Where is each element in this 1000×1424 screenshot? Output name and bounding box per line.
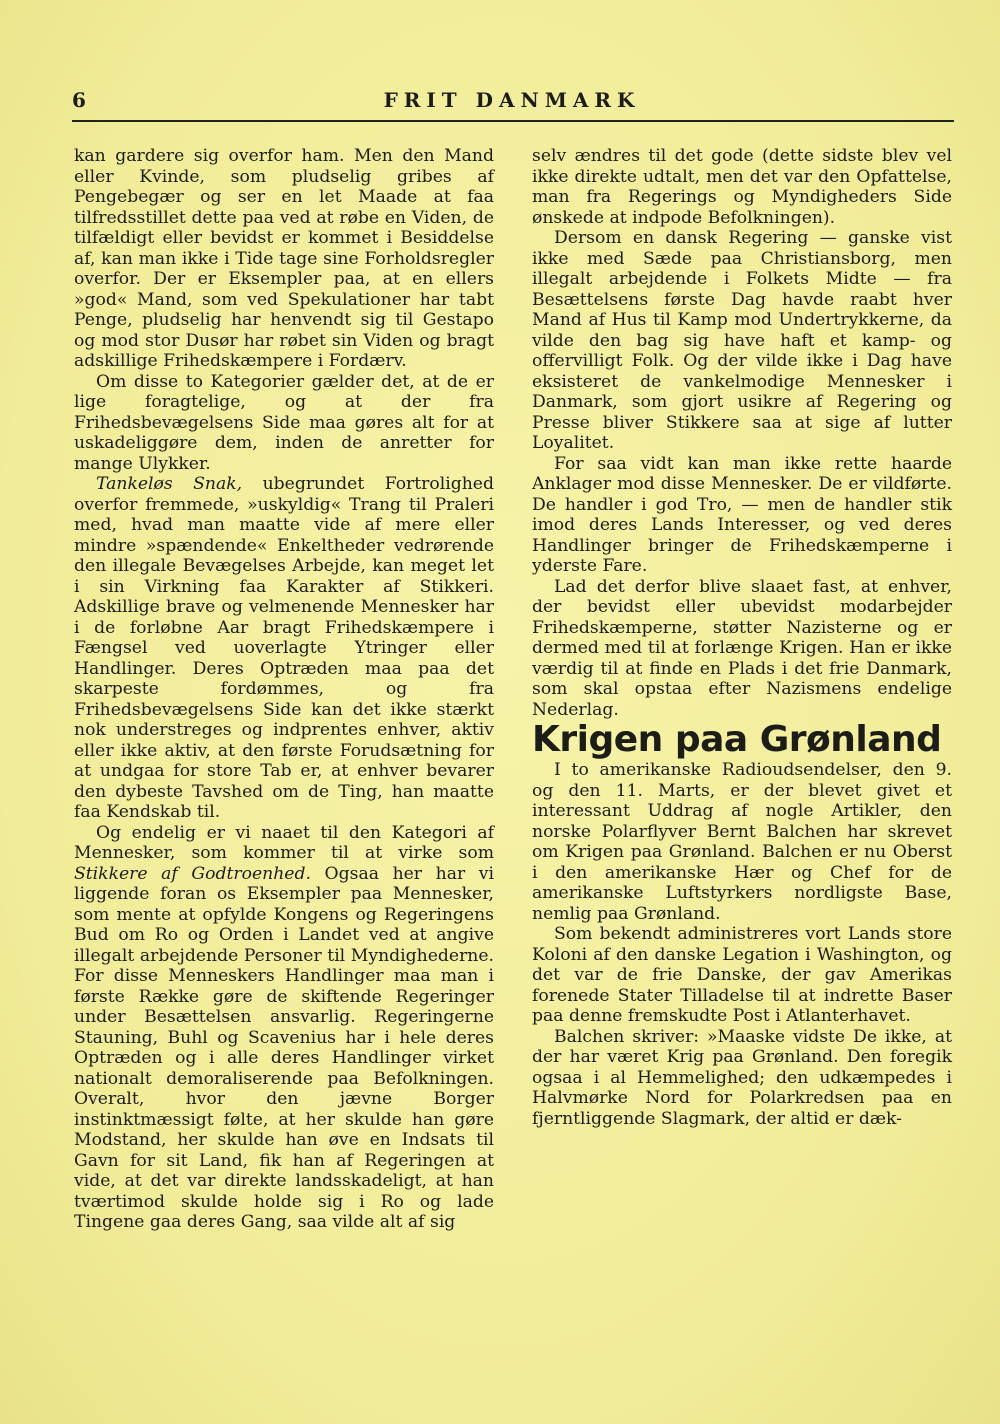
italic-phrase: Stikkere af Godtroenhed. bbox=[74, 863, 311, 884]
article-title: Krigen paa Grønland bbox=[532, 719, 942, 760]
paragraph: Dersom en dansk Regering — ganske vist ikke med Sæde paa Christiansborg, men illegalt arbejdende i Folkets Midte — fra Besættelsens første Dag havde raabt hver Mand af Hus til Kamp mod Undertrykkerne, da vilde den bag sig have haft et kamp- og offervilligt Folk. Og der vilde ikke i Dag have eksisteret de vankelmodige Mennesker i Danmark, som gjort usikre af Regering og Presse bliver Stikkere saa at sige af lutter Loyalitet. bbox=[532, 228, 952, 453]
paragraph: I to amerikanske Radioudsendelser, den 9. og den 11. Marts, er der blevet givet et interessant Uddrag af nogle Artikler, den norske Polarflyver Bernt Balchen har skrevet om Krigen paa Grønland. Balchen er nu Oberst i den amerikanske Hær og Chef for de amerikanske Luftstyrkers nordligste Base, nemlig paa Grønland. bbox=[532, 760, 952, 924]
masthead-title: FRIT DANMARK bbox=[383, 88, 641, 112]
paragraph: selv ændres til det gode (dette sidste blev vel ikke direkte udtalt, men det var den Opfattelse, man fra Regerings og Myndigheders Side ønskede at indpode Befolkningen). bbox=[532, 146, 952, 228]
page-header bbox=[72, 88, 952, 118]
paragraph-text: Ogsaa her har vi liggende foran os Eksempler paa Mennesker, som mente at opfylde Kongens og Regeringens Bud om Ro og Orden i Landet ved at angive illegalt arbejdende Personer til Myndighederne. For disse Menneskers Handlinger maa man i første Række gøre de skiftende Regeringer under Besættelsen ansvarlig. Regeringerne Stauning, Buhl og Scavenius har i hele deres Optræden og i alle deres Handlinger virket nationalt demoraliserende paa Befolkningen. Overalt, hvor den jævne Borger instinktmæssigt følte, at her skulde han gøre Modstand, her skulde han øve en Indsats til Gavn for sit Land, fik han af Regeringen at vide, at det var direkte landsskadeligt, at han tværtimod skulde holde sig i Ro og lade Tingene gaa deres Gang, saa vilde alt af sig bbox=[74, 863, 494, 1232]
paragraph: Som bekendt administreres vort Lands store Koloni af den danske Legation i Washington, og det var de frie Danske, der gav Amerikas forenede Stater Tilladelse til at indrette Baser paa denne fremskudte Post i Atlanterhavet. bbox=[532, 924, 952, 1026]
paragraph: Lad det derfor blive slaaet fast, at enhver, der bevidst eller ubevidst modarbejder Frihedskæmperne, støtter Nazisterne og er dermed med til at forlænge Krigen. Han er ikke værdig til at finde en Plads i det frie Danmark, som skal opstaa efter Nazismens endelige Nederlag. bbox=[532, 576, 952, 720]
paragraph: kan gardere sig overfor ham. Men den Mand eller Kvinde, som pludselig gribes af Pengebegær og ser en let Maade at faa tilfredsstillet dette paa ved at røbe en Viden, de tilfældigt eller bevidst er kommet i Besiddelse af, kan man ikke i Tide tage sine Forholdsregler overfor. Der er Eksempler paa, at en ellers »god« Mand, som ved Spekulationer har tabt Penge, pludselig har henvendt sig til Gestapo og mod stor Dusør har røbet sin Viden og bragt adskillige Frihedskæmpere i Fordærv. bbox=[74, 146, 494, 371]
paragraph: Om disse to Kategorier gælder det, at de er lige foragtelige, og at der fra Frihedsbevægelsens Side maa gøres alt for at uskadeliggøre dem, inden de anretter for mange Ulykker. bbox=[74, 371, 494, 474]
paragraph-text: Og endelig er vi naaet til den Kategori af Mennesker, som kommer til at virke som bbox=[74, 822, 494, 863]
paragraph bbox=[74, 823, 494, 1233]
page-number: 6 bbox=[72, 88, 86, 112]
italic-lead: Tankeløs Snak, bbox=[96, 474, 243, 494]
paragraph: For saa vidt kan man ikke rette haarde Anklager mod disse Mennesker. De er vildførte. De handler i god Tro, — men de handler stik imod deres Lands Interesser, og ved deres Handlinger bringer de Frihedskæmperne i yderste Fare. bbox=[532, 453, 952, 576]
left-column bbox=[74, 146, 494, 1233]
paragraph-text: ubegrundet Fortrolighed overfor fremmede, »uskyldig« Trang til Praleri med, hvad man maatte vide af mere eller mindre »spændende« Enkeltheder vedrørende den illegale Bevægelses Arbejde, kan meget let i sin Virkning faa Karakter af Stikkeri. Adskillige brave og velmenende Mennesker har i de forløbne Aar bragt Frihedskæmpere i Fængsel ved uoverlagte Ytringer eller Handlinger. Deres Optræden maa paa det skarpeste fordømmes, og fra Frihedsbevægelsens Side kan det ikke stærkt nok understreges og indprentes enhver, aktiv eller ikke aktiv, at den første Forudsætning for at undgaa for store Tab er, at enhver bevarer den dybeste Tavshed om de Ting, han maatte faa Kendskab til. bbox=[74, 474, 494, 822]
paragraph: Balchen skriver: »Maaske vidste De ikke, at der har været Krig paa Grønland. Den foregik ogsaa i al Hemmelighed; den udkæmpedes i Halvmørke Nord for Polarkredsen paa en fjerntliggende Slagmark, der altid er dæk- bbox=[532, 1026, 952, 1129]
header-rule bbox=[72, 120, 954, 122]
right-column bbox=[532, 146, 952, 1129]
paragraph bbox=[74, 474, 494, 823]
